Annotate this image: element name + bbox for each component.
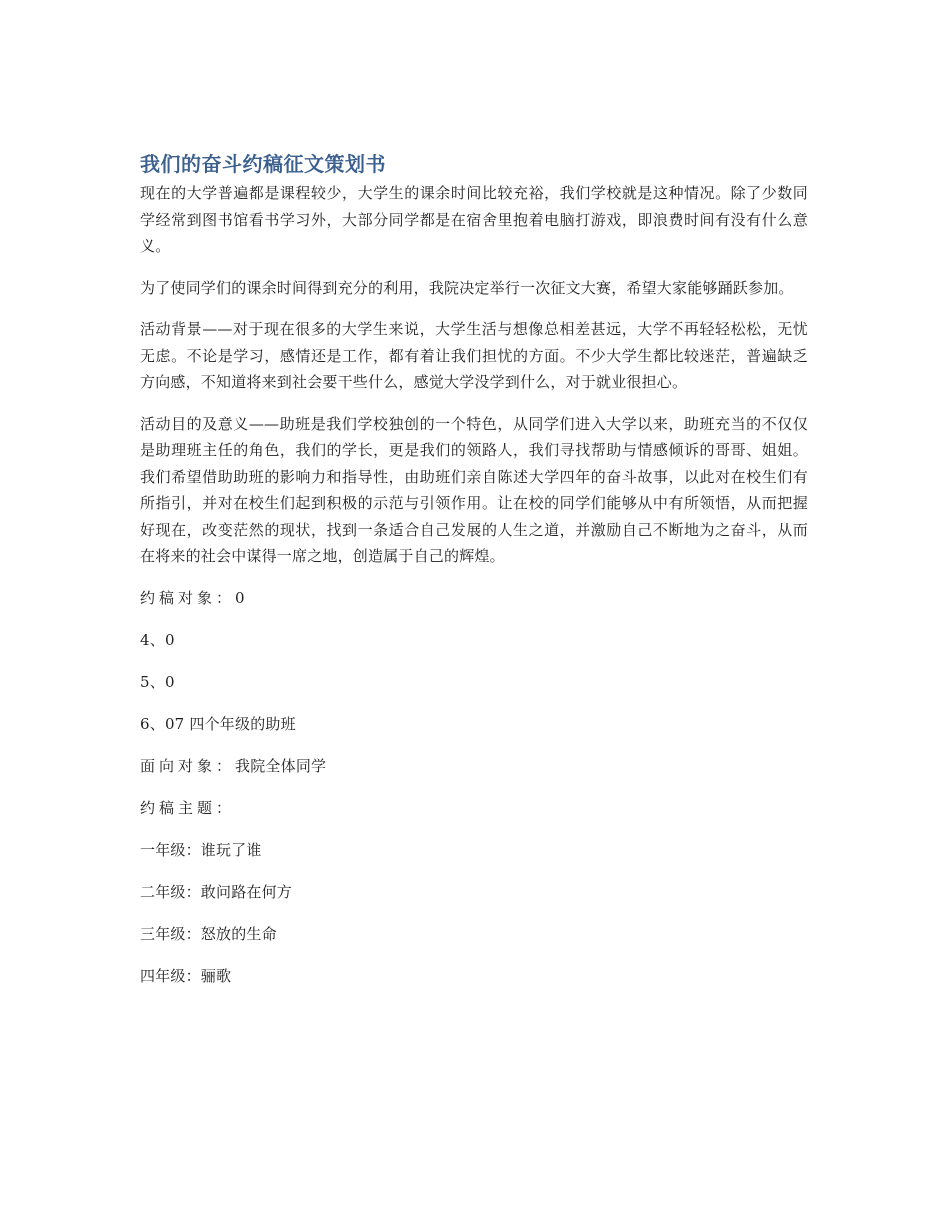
document-title: 我们的奋斗约稿征文策划书 [140,152,386,176]
theme-item: 一年级：谁玩了谁 [140,840,262,859]
audience-label: 面向对象： [140,756,236,775]
theme-label [140,795,808,822]
target-line [140,585,808,612]
target-label: 约稿对象： [140,588,236,607]
document-page [140,150,808,1005]
paragraph-background: 活动背景——对于现在很多的大学生来说，大学生活与想像总相差甚远，大学不再轻轻松松，无忧无虑。不论是学习，感情还是工作，都有着让我们担忧的方面。不少大学生都比较迷茫，普遍缺乏方向感，不知道将来到社会要干些什么，感觉大学没学到什么，对于就业很担心。 [140,320,808,391]
list-item: 4、0 [140,630,175,649]
theme-item: 三年级：怒放的生命 [140,924,277,943]
list-item: 5、0 [140,672,175,691]
paragraph-significance: 活动目的及意义——助班是我们学校独创的一个特色，从同学们进入大学以来，助班充当的不仅仅是助理班主任的角色，我们的学长，更是我们的领路人，我们寻找帮助与情感倾诉的哥哥、姐姐。我们希望借助助班的影响力和指导性，由助班们亲自陈述大学四年的奋斗故事，以此对在校生们有所指引，并对在校生们起到积极的示范与引领作用。让在校的同学们能够从中有所领悟，从而把握好现在，改变茫然的现状，找到一条适合自己发展的人生之道，并激励自己不断地为之奋斗，从而在将来的社会中谋得一席之地，创造属于自己的辉煌。 [140,414,808,565]
theme-item: 二年级：敢问路在何方 [140,882,293,901]
paragraph-intro: 现在的大学普遍都是课程较少，大学生的课余时间比较充裕，我们学校就是这种情况。除了少数同学经常到图书馆看书学习外，大部分同学都是在宿舍里抱着电脑打游戏，即浪费时间有没有什么意义。 [140,184,808,255]
audience-line [140,753,808,780]
audience-value: 我院全体同学 [235,756,327,775]
list-item: 6、07 四个年级的助班 [140,714,296,733]
theme-item: 四年级：骊歌 [140,966,232,985]
theme-label-text: 约稿主题： [140,798,236,817]
target-value: 0 [235,588,245,607]
paragraph-purpose: 为了使同学们的课余时间得到充分的利用，我院决定举行一次征文大赛，希望大家能够踊跃参加。 [140,278,794,297]
